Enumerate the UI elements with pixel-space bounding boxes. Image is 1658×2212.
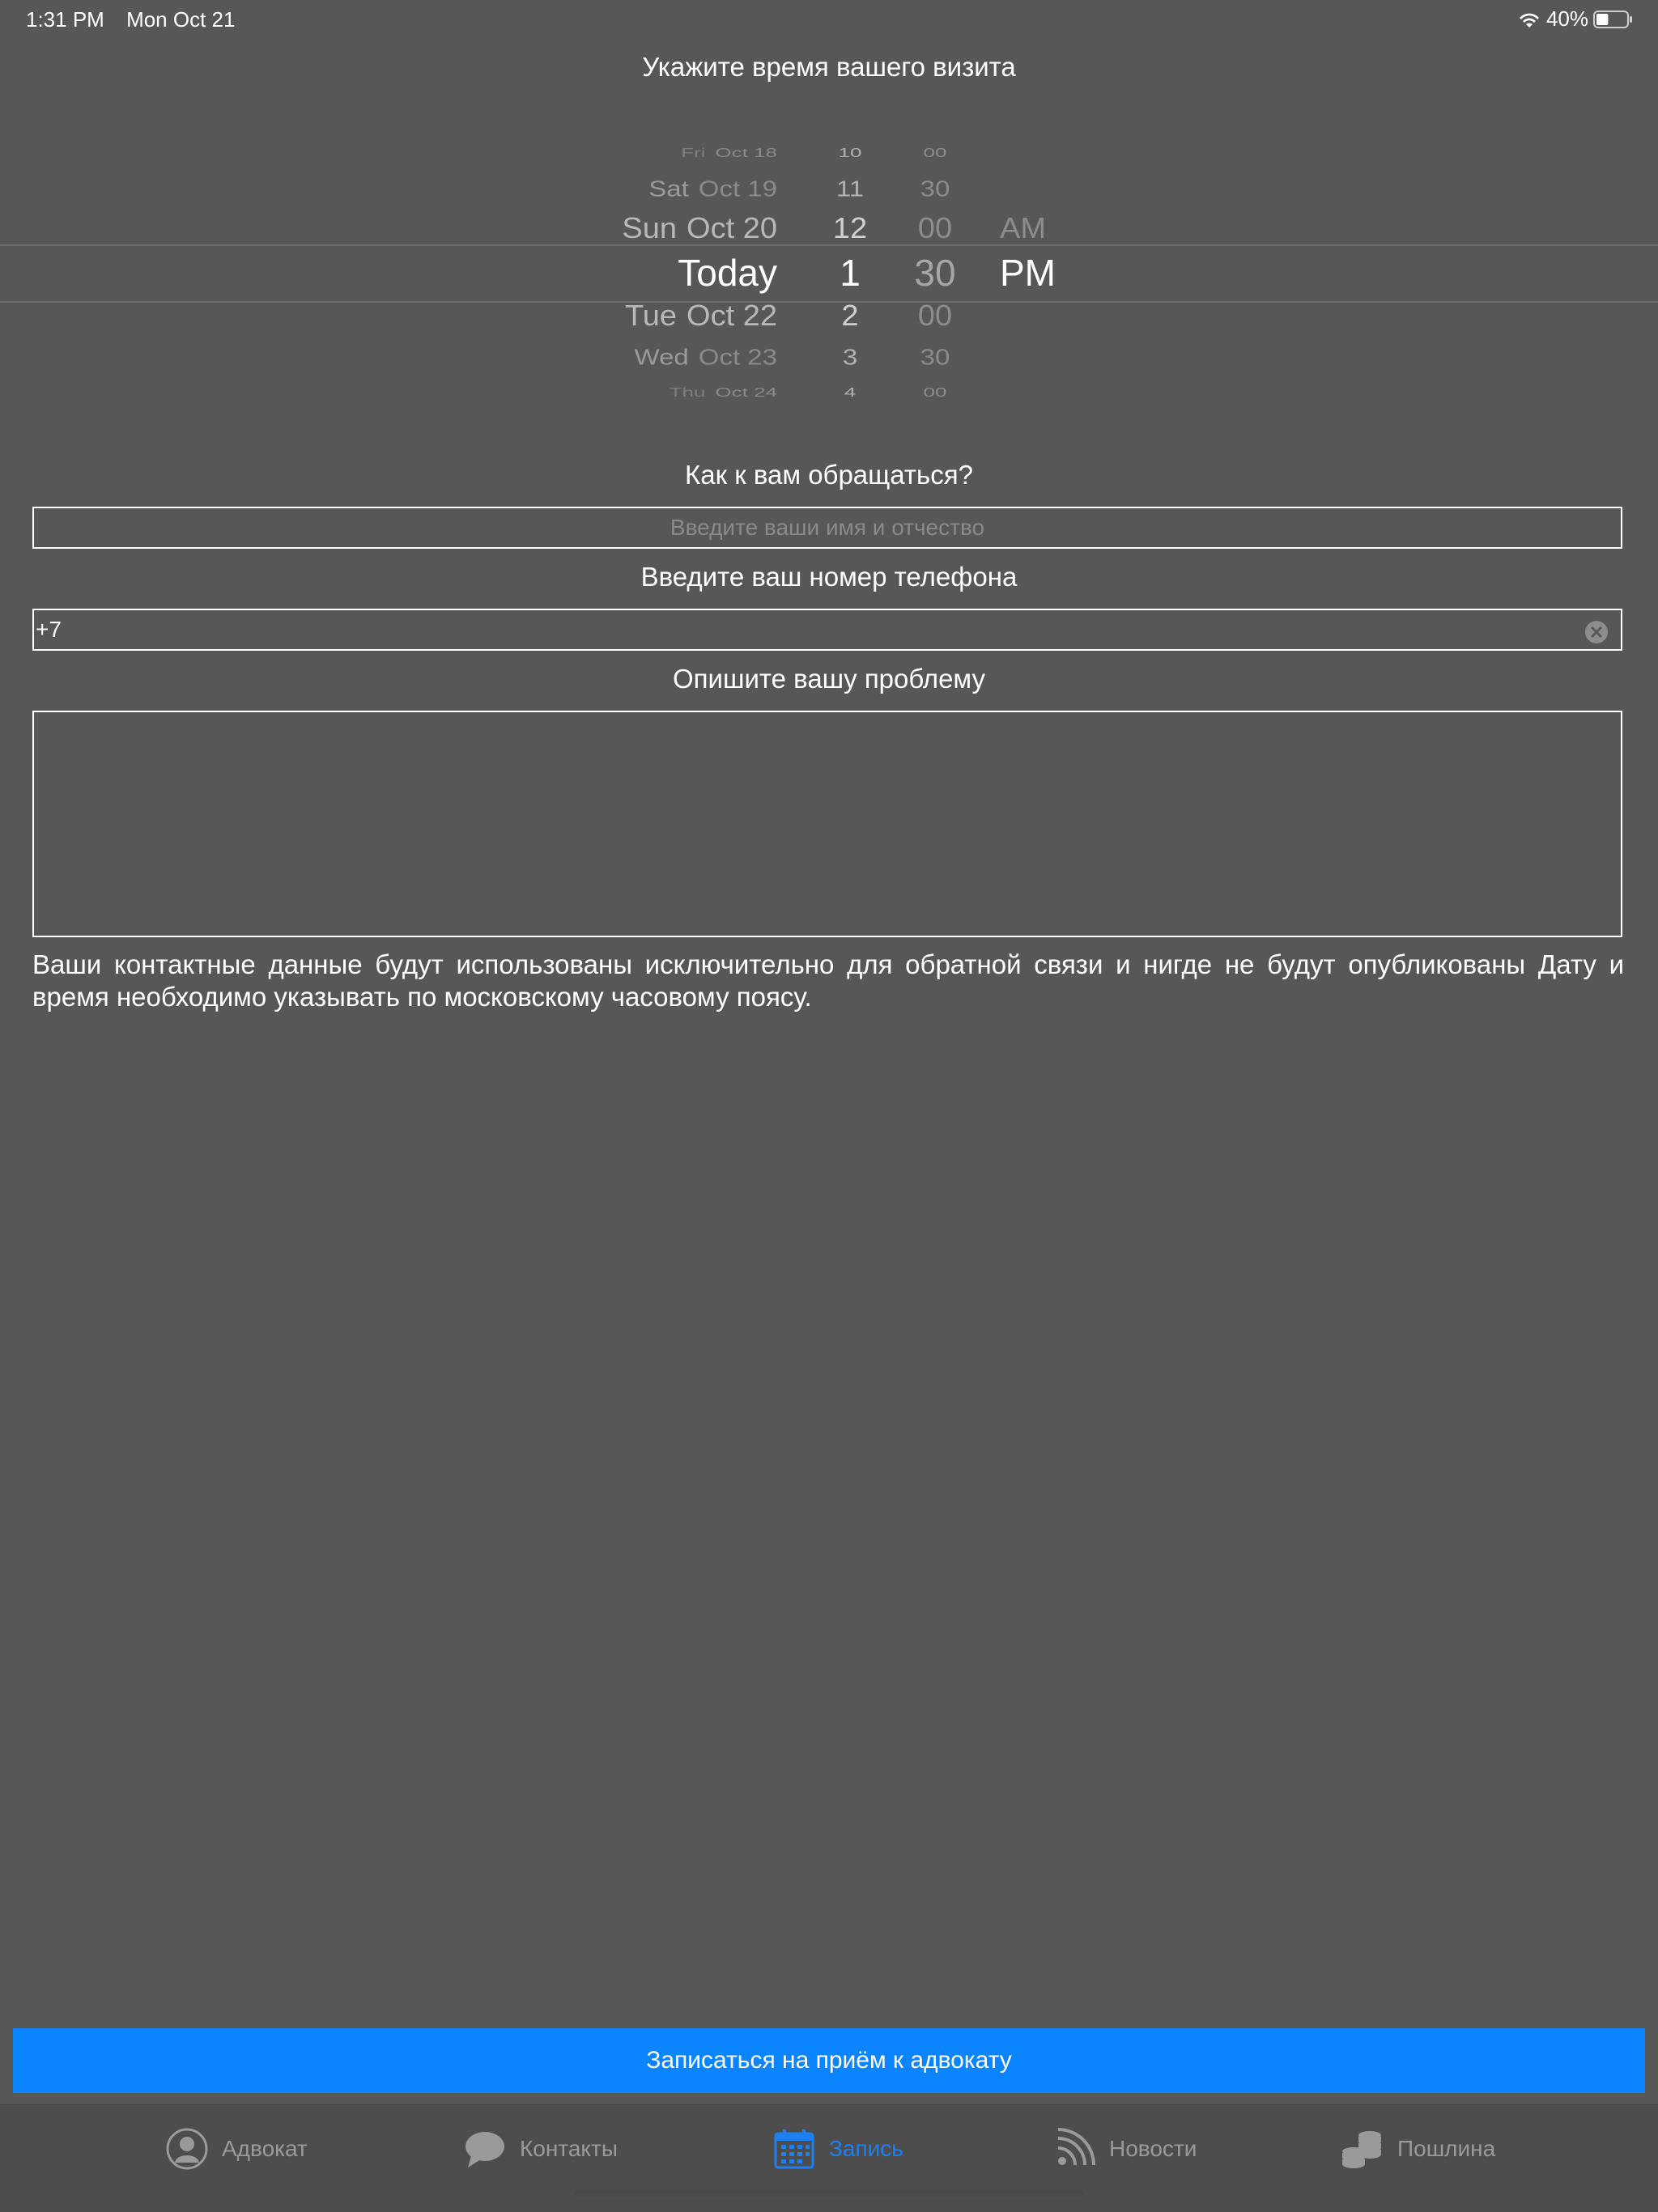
tab-poshlina[interactable]: [1341, 2126, 1495, 2172]
picker-weekday: Tue: [624, 299, 678, 333]
battery-icon: [1593, 10, 1634, 29]
picker-date: Oct 20: [687, 212, 777, 245]
picker-row[interactable]: [0, 252, 1658, 294]
picker-date: Oct 18: [715, 145, 777, 160]
picker-day: [670, 385, 777, 401]
phone-input[interactable]: [34, 610, 1621, 649]
picker-hour: 12: [832, 212, 868, 245]
submit-appointment-button[interactable]: Записаться на приём к адвокату: [13, 2028, 1645, 2093]
picker-ampm: PM: [1000, 252, 1056, 294]
clear-icon[interactable]: [1585, 621, 1608, 643]
status-left: [26, 7, 251, 32]
home-indicator: [575, 2190, 1083, 2197]
picker-row[interactable]: [0, 299, 1658, 333]
picker-date: Oct 23: [698, 343, 777, 370]
tab-news[interactable]: [1052, 2126, 1197, 2172]
picker-hour: 10: [838, 145, 862, 160]
picker-minute: 30: [920, 175, 950, 202]
picker-hour: 3: [842, 343, 858, 370]
tab-zapis[interactable]: [772, 2126, 903, 2172]
person-icon: [165, 2127, 209, 2171]
calendar-icon: [772, 2127, 816, 2171]
problem-field[interactable]: [32, 711, 1622, 937]
name-field[interactable]: [32, 507, 1622, 549]
picker-weekday: Thu: [669, 384, 706, 400]
picker-day: [625, 300, 777, 333]
picker-weekday: Sun: [622, 212, 678, 245]
picker-day: [648, 176, 777, 202]
picker-hour: 2: [841, 299, 859, 333]
tab-label: Контакты: [520, 2136, 618, 2161]
picker-weekday: Sat: [648, 175, 689, 202]
tab-label: Адвокат: [222, 2136, 308, 2161]
date-time-picker[interactable]: [0, 121, 1658, 421]
picker-minute: 30: [920, 343, 950, 370]
picker-day: [622, 213, 777, 246]
wifi-icon: [1517, 10, 1541, 29]
picker-day: [681, 146, 777, 161]
picker-hour: 11: [835, 175, 865, 202]
picker-hour: 1: [840, 252, 861, 294]
picker-title: Укажите время вашего визита: [642, 52, 1016, 82]
picker-weekday: Today: [678, 252, 777, 294]
picker-day: [678, 251, 777, 295]
rss-icon: [1052, 2127, 1096, 2171]
picker-ampm: AM: [1000, 212, 1046, 245]
picker-minute: 00: [917, 212, 953, 245]
picker-date: Oct 24: [715, 384, 777, 400]
picker-date: Oct 22: [687, 299, 777, 333]
privacy-note: Ваши контактные данные будут использованы исключительно для обратной связи и нигде не будут опубликованы Дату и время необходимо указывать по московскому часовому поясу.: [32, 949, 1624, 1012]
tab-label: Пошлина: [1397, 2136, 1496, 2161]
phone-field[interactable]: [32, 609, 1622, 651]
picker-weekday: Fri: [681, 145, 706, 160]
status-time: 1:31 PM: [26, 7, 104, 32]
name-label: Как к вам обращаться?: [685, 460, 973, 490]
chat-bubble-icon: [463, 2127, 507, 2171]
picker-day: [635, 344, 777, 370]
tab-label: Новости: [1109, 2136, 1197, 2161]
picker-hour: 4: [844, 384, 857, 400]
phone-label: Введите ваш номер телефона: [640, 562, 1018, 592]
status-date: Mon Oct 21: [126, 7, 236, 32]
problem-textarea[interactable]: [34, 712, 1621, 936]
picker-row[interactable]: [0, 212, 1658, 245]
tab-contacts[interactable]: [463, 2126, 618, 2172]
coins-icon: [1341, 2127, 1384, 2171]
picker-minute: 00: [923, 384, 947, 400]
status-bar: [0, 0, 1658, 39]
picker-minute: 00: [923, 145, 947, 160]
picker-row[interactable]: [0, 343, 1658, 370]
tab-label: Запись: [829, 2136, 903, 2161]
picker-date: Oct 19: [698, 175, 777, 202]
battery-percent: 40%: [1545, 6, 1588, 31]
picker-row[interactable]: [0, 145, 1658, 160]
problem-label: Опишите вашу проблему: [673, 664, 985, 694]
picker-minute: 30: [914, 252, 956, 294]
picker-minute: 00: [917, 299, 953, 333]
status-right: [1517, 6, 1634, 32]
tab-advokat[interactable]: [165, 2126, 308, 2172]
name-input[interactable]: [34, 508, 1621, 547]
picker-weekday: Wed: [634, 343, 689, 370]
